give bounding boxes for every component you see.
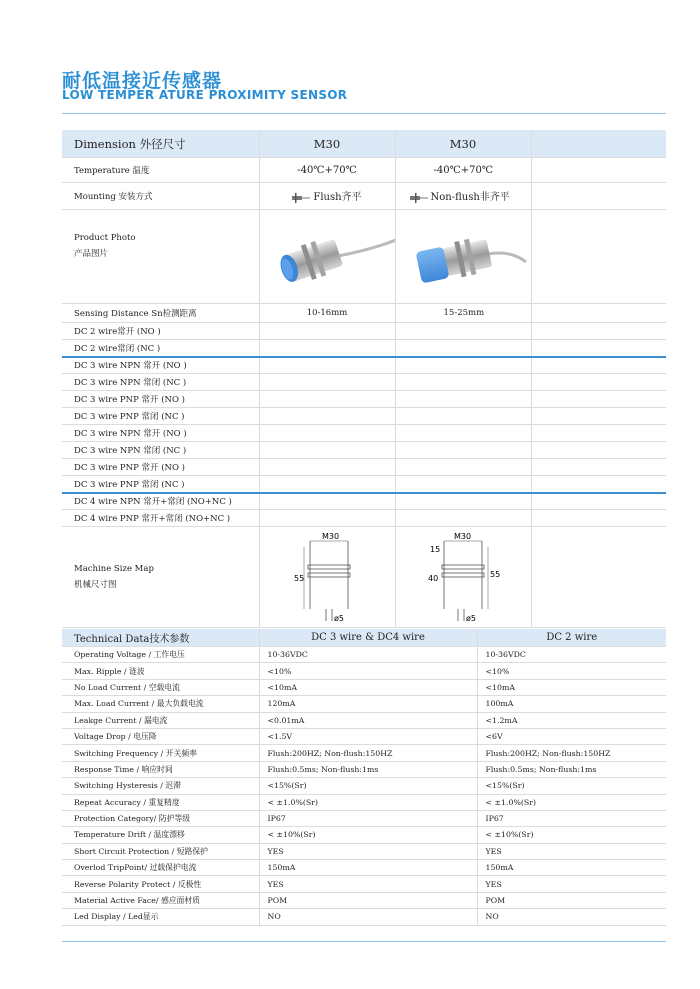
wiring-label: DC 3 wire NPN 常闭 (NC ) <box>62 442 259 459</box>
sensing-col2: 15-25mm <box>395 304 531 323</box>
tech-row <box>62 679 666 695</box>
tech-row <box>62 663 666 679</box>
cell <box>259 493 395 510</box>
mounting-col1: Flush齐平 <box>313 192 362 204</box>
dimension-col2: M30 <box>395 130 531 158</box>
tech-row <box>62 843 666 859</box>
tech-row-label: Temperature Drift / 温度漂移 <box>62 827 259 843</box>
tech-header-label: Technical Data技术参数 <box>62 629 259 647</box>
tech-row-value-dc3-dc4: 10-36VDC <box>259 647 477 663</box>
tech-row-label: Material Active Face/ 感应面材质 <box>62 892 259 908</box>
tech-row <box>62 827 666 843</box>
spec-table <box>62 130 666 628</box>
cell <box>259 323 395 340</box>
cell <box>395 357 531 374</box>
tech-row-value-dc2: <15%(Sr) <box>477 778 666 794</box>
wiring-row <box>62 442 666 459</box>
drawing1-size: M30 <box>321 532 339 541</box>
tech-row-value-dc3-dc4: IP67 <box>259 810 477 826</box>
machine-label-cn: 机械尺寸图 <box>74 580 117 590</box>
tech-row-value-dc3-dc4: < ±1.0%(Sr) <box>259 794 477 810</box>
tech-row-value-dc3-dc4: <0.01mA <box>259 712 477 728</box>
tech-row-value-dc3-dc4: NO <box>259 909 477 925</box>
tech-row-label: Switching Hysteresis / 迟滞 <box>62 778 259 794</box>
wiring-label: DC 3 wire PNP 常闭 (NC ) <box>62 476 259 493</box>
empty-cell <box>531 183 666 210</box>
tech-row-label: Leakge Current / 漏电流 <box>62 712 259 728</box>
tech-row-label: Led Display / Led显示 <box>62 909 259 925</box>
empty-cell <box>531 527 666 628</box>
tech-row-label: Overlod TripPoint/ 过载保护电流 <box>62 860 259 876</box>
empty-cell <box>531 130 666 158</box>
mounting-row <box>62 183 666 210</box>
tech-row <box>62 745 666 761</box>
cell <box>259 374 395 391</box>
wiring-label: DC 3 wire PNP 常开 (NO ) <box>62 459 259 476</box>
tech-row-value-dc3-dc4: < ±10%(Sr) <box>259 827 477 843</box>
wiring-label: DC 3 wire NPN 常开 (NO ) <box>62 425 259 442</box>
flush-dimension-drawing <box>260 527 396 624</box>
tech-row-value-dc2: 10-36VDC <box>477 647 666 663</box>
cell <box>259 408 395 425</box>
cell <box>259 476 395 493</box>
wiring-label: DC 2 wire常闭 (NC ) <box>62 340 259 357</box>
temperature-label: Temperature 温度 <box>62 158 259 183</box>
tech-row-value-dc2: Flush:0.5ms; Non-flush:1ms <box>477 761 666 777</box>
drawing2-mid: 40 <box>427 574 438 583</box>
technical-data-table <box>62 629 666 926</box>
tech-row-label: Reverse Polarity Protect / 反极性 <box>62 876 259 892</box>
tech-row-value-dc3-dc4: 120mA <box>259 696 477 712</box>
tech-row-value-dc3-dc4: YES <box>259 876 477 892</box>
cell <box>395 340 531 357</box>
cell <box>259 459 395 476</box>
sensing-label: Sensing Distance Sn检测距离 <box>62 304 259 323</box>
cell <box>531 374 666 391</box>
tech-row-label: Protection Category/ 防护等级 <box>62 810 259 826</box>
tech-row <box>62 892 666 908</box>
tech-row-label: Short Circuit Protection / 短路保护 <box>62 843 259 859</box>
photo-label-cn: 产品图片 <box>74 249 109 259</box>
tech-row <box>62 712 666 728</box>
photo-label-cell <box>62 210 259 304</box>
tech-row-value-dc2: NO <box>477 909 666 925</box>
cell <box>531 510 666 527</box>
bottom-divider <box>62 941 666 942</box>
cell <box>531 391 666 408</box>
wiring-row <box>62 510 666 527</box>
wiring-label: DC 3 wire PNP 常开 (NO ) <box>62 391 259 408</box>
cell <box>395 391 531 408</box>
wiring-row <box>62 340 666 357</box>
dimension-label: Dimension 外径尺寸 <box>62 130 259 158</box>
tech-row-value-dc3-dc4: Flush:200HZ; Non-flush:150HZ <box>259 745 477 761</box>
tech-row <box>62 876 666 892</box>
tech-header-col1: DC 3 wire & DC4 wire <box>259 629 477 647</box>
tech-row-value-dc3-dc4: 150mA <box>259 860 477 876</box>
cell <box>531 493 666 510</box>
empty-cell <box>531 210 666 304</box>
cell <box>395 493 531 510</box>
wiring-row <box>62 408 666 425</box>
temperature-col2: -40℃+70℃ <box>395 158 531 183</box>
nonflush-mount-icon <box>410 192 428 204</box>
page-title-en: LOW TEMPER ATURE PROXIMITY SENSOR <box>62 88 348 102</box>
tech-row <box>62 810 666 826</box>
cell <box>531 408 666 425</box>
wiring-row <box>62 374 666 391</box>
tech-row-value-dc2: 150mA <box>477 860 666 876</box>
tech-row <box>62 794 666 810</box>
dimension-col1: M30 <box>259 130 395 158</box>
top-divider <box>62 113 666 114</box>
cell <box>531 459 666 476</box>
cell <box>531 340 666 357</box>
wiring-row <box>62 357 666 374</box>
tech-row-value-dc3-dc4: POM <box>259 892 477 908</box>
wiring-row <box>62 425 666 442</box>
wiring-label: DC 2 wire常开 (NO ) <box>62 323 259 340</box>
cell <box>259 425 395 442</box>
tech-row-value-dc2: < ±10%(Sr) <box>477 827 666 843</box>
flush-sensor-photo <box>260 210 396 300</box>
nonflush-dimension-drawing <box>396 527 532 624</box>
nonflush-sensor-photo <box>396 210 532 300</box>
mounting-col1-cell <box>259 183 395 210</box>
tech-row-value-dc2: YES <box>477 876 666 892</box>
tech-header-col2: DC 2 wire <box>477 629 666 647</box>
tech-row-value-dc2: IP67 <box>477 810 666 826</box>
cell <box>531 476 666 493</box>
wiring-label: DC 3 wire NPN 常开 (NO ) <box>62 357 259 374</box>
wiring-label: DC 4 wire NPN 常开+常闭 (NO+NC ) <box>62 493 259 510</box>
photo-flush-cell <box>259 210 395 304</box>
cell <box>259 391 395 408</box>
tech-row-value-dc3-dc4: <10% <box>259 663 477 679</box>
spec-header-row <box>62 130 666 158</box>
drawing1-length: 55 <box>293 574 304 583</box>
tech-row-value-dc3-dc4: <1.5V <box>259 728 477 744</box>
tech-row <box>62 728 666 744</box>
tech-row-value-dc2: <1.2mA <box>477 712 666 728</box>
tech-row-value-dc2: 100mA <box>477 696 666 712</box>
machine-label-cell <box>62 527 259 628</box>
wiring-label: DC 3 wire PNP 常闭 (NC ) <box>62 408 259 425</box>
tech-row <box>62 696 666 712</box>
tech-row <box>62 761 666 777</box>
cell <box>259 357 395 374</box>
tech-row-label: Max. Load Current / 最大负载电流 <box>62 696 259 712</box>
tech-row-label: Voltage Drop / 电压降 <box>62 728 259 744</box>
cell <box>531 442 666 459</box>
tech-row-value-dc3-dc4: Flush:0.5ms; Non-flush:1ms <box>259 761 477 777</box>
tech-row-value-dc2: <10% <box>477 663 666 679</box>
tech-row-label: Max. Ripple / 涟波 <box>62 663 259 679</box>
wiring-row <box>62 323 666 340</box>
tech-row-value-dc2: <10mA <box>477 679 666 695</box>
temperature-col1: -40℃+70℃ <box>259 158 395 183</box>
drawing-nonflush-cell <box>395 527 531 628</box>
empty-cell <box>531 158 666 183</box>
sensing-row <box>62 304 666 323</box>
flush-mount-icon <box>292 192 310 204</box>
cell <box>395 408 531 425</box>
wiring-label: DC 3 wire NPN 常闭 (NC ) <box>62 374 259 391</box>
cell <box>259 340 395 357</box>
wiring-row <box>62 476 666 493</box>
tech-row <box>62 778 666 794</box>
wiring-row <box>62 391 666 408</box>
drawing1-dia: ø5 <box>333 614 344 623</box>
machine-label-en: Machine Size Map <box>74 564 154 574</box>
tech-row-value-dc3-dc4: <15%(Sr) <box>259 778 477 794</box>
sensing-col1: 10-16mm <box>259 304 395 323</box>
cell <box>395 374 531 391</box>
drawing2-length: 55 <box>489 570 500 579</box>
tech-row-value-dc2: POM <box>477 892 666 908</box>
cell <box>395 476 531 493</box>
tech-row <box>62 647 666 663</box>
mounting-col2-cell <box>395 183 531 210</box>
tech-row <box>62 860 666 876</box>
temperature-row <box>62 158 666 183</box>
tech-row-label: Operating Voltage / 工作电压 <box>62 647 259 663</box>
drawing-flush-cell <box>259 527 395 628</box>
empty-cell <box>531 304 666 323</box>
tech-row-label: Switching Frequency / 开关频率 <box>62 745 259 761</box>
tech-row-value-dc3-dc4: <10mA <box>259 679 477 695</box>
drawing2-dia: ø5 <box>465 614 476 623</box>
tech-header-row <box>62 629 666 647</box>
cell <box>395 323 531 340</box>
tech-row-value-dc2: Flush:200HZ; Non-flush:150HZ <box>477 745 666 761</box>
tech-row-value-dc2: <6V <box>477 728 666 744</box>
cell <box>395 442 531 459</box>
tech-row-label: Response Time / 响应时间 <box>62 761 259 777</box>
mounting-col2: Non-flush非齐平 <box>430 192 510 204</box>
page-title-cn: 耐低温接近传感器 <box>62 70 223 92</box>
cell <box>531 323 666 340</box>
cell <box>395 510 531 527</box>
drawing2-size: M30 <box>453 532 471 541</box>
cell <box>259 442 395 459</box>
wiring-row <box>62 493 666 510</box>
cell <box>395 425 531 442</box>
mounting-label: Mounting 安装方式 <box>62 183 259 210</box>
machine-row <box>62 527 666 628</box>
tech-row-value-dc2: < ±1.0%(Sr) <box>477 794 666 810</box>
tech-row <box>62 909 666 925</box>
photo-nonflush-cell <box>395 210 531 304</box>
drawing2-top: 15 <box>429 545 440 554</box>
cell <box>531 357 666 374</box>
wiring-row <box>62 459 666 476</box>
cell <box>259 510 395 527</box>
cell <box>395 459 531 476</box>
tech-row-label: Repeat Accuracy / 重复精度 <box>62 794 259 810</box>
photo-row <box>62 210 666 304</box>
tech-row-value-dc2: YES <box>477 843 666 859</box>
tech-row-label: No Load Current / 空载电流 <box>62 679 259 695</box>
cell <box>531 425 666 442</box>
tech-row-value-dc3-dc4: YES <box>259 843 477 859</box>
wiring-label: DC 4 wire PNP 常开+常闭 (NO+NC ) <box>62 510 259 527</box>
photo-label-en: Product Photo <box>74 233 136 243</box>
